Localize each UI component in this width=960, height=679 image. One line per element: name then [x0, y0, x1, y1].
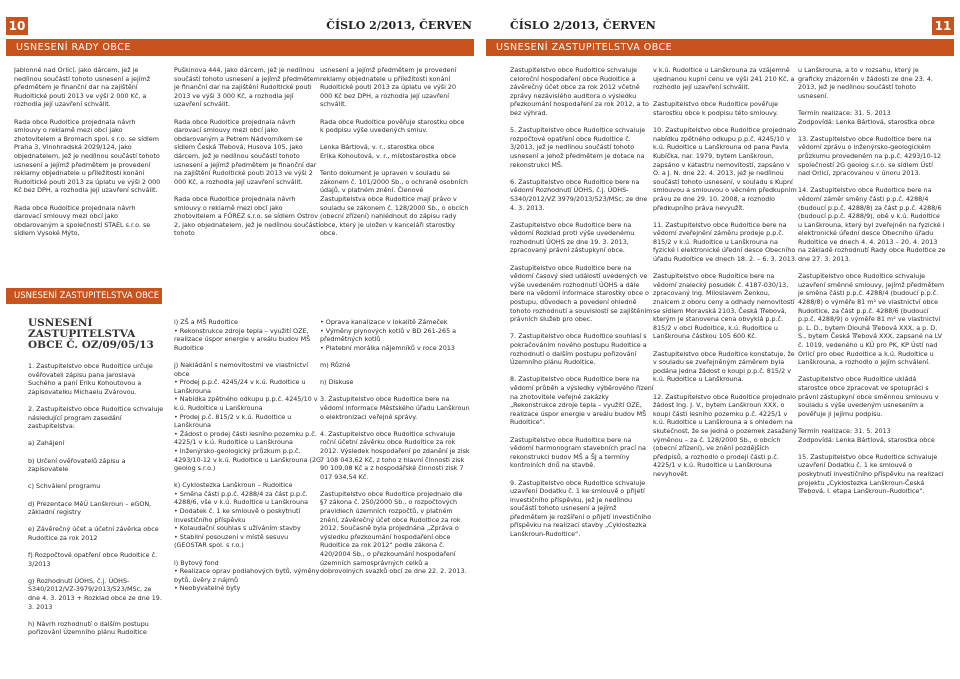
- section-band: USNESENÍ RADY OBCE: [6, 39, 474, 56]
- right-page: [480, 0, 960, 679]
- column-text: usnesení a jejímž předmětem je provedení reklamy objednatele u příležitosti konání Rudoltické pouti 2013 za úplatu ve výši 20 000 Kč bez DPH, a rozhodla její uzavření schválit. Rada obce Rudoltice pověřuje starostku obce k podpisu výše uvedených smluv. Lenka Bártlová, v. r., starostka obce Erika Kohoutová, v. r., místostarostka obce Tento dokument je upraven v souladu se zákonem č. 101/2000 Sb., o ochraně osobních údajů, v platném znění. Členové Zastupitelstva obce Rudoltice mají právo v souladu se zákonem č. 128/2000 Sb., o obcích (obecní zřízení) nahlédnout do zápisu rady obce, který je uložen v kanceláři starostky obce.: [320, 66, 469, 238]
- column-text: Zastupitelstvo obce Rudoltice schvaluje celoroční hospodaření obce Rudoltice a závěrečný účet obce za rok 2012 včetně zprávy nezávislého auditora o výsledku přezkoumání hospodaření za rok 2012, a to bez výhrad. 5. Zastupitelstvo obce Rudoltice schvaluje rozpočtové opatření obce Rudoltice č. 3/2013, jež je nedílnou součástí tohoto usnesení a jehož předmětem je dotace na rekonstrukci MŠ. 6. Zastupitelstvo obce Rudoltice bere na vědomí Rozhodnutí ÚOHS, č.j. ÚOHS-S340/2012/VZ 3979/2013/523/MSc, ze dne 4. 3. 2013. Zastupitelstvo obce Rudoltice bere na vědomí Rozklad proti výše uvedenému rozhodnutí ÚOHS ze dne 19. 3. 2013, zpracovaný právní zástupkyní obce. Zastupitelstvo obce Rudoltice bere na vědomí časový sled událostí uvedených ve výše uvedeném rozhodnutí ÚOHS a dále bere na vědomí informace starostky obce o postupu, důvodech a povedení ohledně tohoto rozhodnutí a souvislostí se zajištěním právních služeb pro obec. 7. Zastupitelstvo obce Rudoltice souhlasí s pokračováním nového postupu Rudoltice a rozhodnutí o dalším postupu pořizování Územního plánu Rudoltice. 8. Zastupitelstvo obce Rudoltice bere na vědomí průběh a výsledky výběrového řízení na zhotovitele veřejné zakázky „Rekonstrukce zdroje tepla – využití OZE, realizace úspor energie v areálu budov MŠ Rudoltice“. Zastupitelstvo obce Rudoltice bere na vědomí harmonogram stavebních prací na rekonstrukci budov MŠ a ŠJ a termíny kontrolních dnů na stavbě. 9. Zastupitelstvo obce Rudoltice schvaluje uzavření Dodatku č. 1 ke smlouvě o přijetí investičního příspěvku, jež je nedílnou součástí tohoto usnesení a jejímž předmětem je rozšíření o přijetí investičního příspěvku na realizaci stavby „Cyklostezka Lanškroun-Rudoltice“.: [510, 66, 654, 539]
- right-header: [480, 17, 960, 35]
- text-column: [320, 318, 470, 673]
- section-band: USNESENÍ ZASTUPITELSTVA OBCE: [486, 39, 954, 56]
- text-column: [798, 66, 946, 671]
- issue-label: ČÍSLO 2/2013, ČERVEN: [326, 19, 472, 32]
- text-column: [14, 66, 162, 286]
- column-text: u Lanškrouna, a to v rozsahu, který je graficky znázorněn v žádosti ze dne 23. 4. 2013, jež je nedílnou součástí tohoto usnesení. Termín realizace: 31. 5. 2013 Zodpovídá: Lenka Bártlová, starostka obce 13. Zastupitelstvo obce Rudoltice bere na vědomí zprávu o inženýrsko-geologickém průzkumu provedeném na p.p.č. 4293/10-12 společností 2G geolog s.r.o. se sídlem Ústí nad Orlicí, zpracovanou v únoru 2013. 14. Zastupitelstvo obce Rudoltice bere na vědomí záměr směny části p.p.č. 4288/4 (budoucí p.p.č. 4288/8) za část p.p.č. 4288/6 (budoucí p.p.č. 4288/9), obě v k.ú. Rudoltice u Lanškrouna, který byl zveřejněn na fyzické i elektronické úřední desce Obecního úřadu Rudoltice ve dnech 4. 4. 2013 – 20. 4. 2013 na základě rozhodnutí Rady obce Rudoltice ze dne 27. 3. 2013. Zastupitelstvo obce Rudoltice schvaluje uzavření směnné smlouvy, jejímž předmětem je směna části p.p.č. 4288/4 (budoucí p.p.č. 4288/8) o výměře 81 m² ve vlastnictví obce Rudoltice, za část p.p.č. 4288/6 (budoucí p.p.č. 4288/9) o výměře 81 m² ve vlastnictví p. L. D., bytem Dlouhá Třebová XXX, a p. D. S., bytem Česká Třebová XXX, zapsané na LV č. 1019, vedeného u KÚ pro PK, KP Ústí nad Orlicí pro obec Rudoltice a k.ú. Rudoltice u Lanškrouna, a rozhodlo o jejím schválení. Zastupitelstvo obce Rudoltice ukládá starostce obce zpracovat ve spolupráci s právní zástupkyní obce směnnou smlouvu v souladu s výše uvedeným usnesením a pověřuje ji jejímu podpisu. Termín realizace: 31. 5. 2013 Zodpovídá: Lenka Bártlová, starostka obce 15. Zastupitelstvo obce Rudoltice schvaluje uzavření Dodatku č. 1 ke smlouvě o poskytnutí investičního příspěvku na realizaci projektu „Cyklostezka Lanškroun-Česká Třebová, I. etapa Lanškroun–Rudoltice“.: [798, 66, 946, 496]
- text-column: [28, 362, 164, 672]
- section-band-secondary: USNESENÍ ZASTUPITELSTVA OBCE: [6, 288, 162, 304]
- column-text: 1. Zastupitelstvo obce Rudoltice určuje ověřovateli zápisu pana Jaroslava Suchého a paní Eriku Kohoutovou a zapisovatelku Michaelu Zvárovou. 2. Zastupitelstvo obce Rudoltice schvaluje následující program zasedání zastupitelstva: a) Zahájení b) Určení ověřovatelů zápisu a zapisovatele c) Schválení programu d) Prezentace MěÚ Lanškroun – eGON, základní registry e) Závěrečný účet a účetní závěrka obce Rudoltice za rok 2012 f) Rozpočtové opatření obce Rudoltice č. 3/2013 g) Rozhodnutí ÚOHS, č.j. ÚOHS-S340/2012/VZ-3979/2013/523/MSc, ze dne 4. 3. 2013 + Rozklad obce ze dne 19. 3. 2013 h) Návrh rozhodnutí o dalším postupu pořizování Územního plánu Rudoltice: [28, 362, 164, 637]
- column-text: i) ZŠ a MŠ Rudoltice • Rekonstrukce zdroje tepla – využití OZE, realizace úspor energie v areálu budov MŠ Rudoltice j) Nakládání s nemovitostmi ve vlastnictví obce • Prodej p.p.č. 4245/24 v k.ú. Rudoltice u Lanškrouna • Nabídka zpětného odkupu p.p.č. 4245/10 v k.ú. Rudoltice u Lanškrouna • Prodej p.č. 815/2 v k.ú. Rudoltice u Lanškrouna • Žádost o prodej části lesního pozemku p.č. 4225/1 v k.ú. Rudoltice u Lanškrouna • Inženýrsko-geologický průzkum p.p.č. 4293/10-12 v k.ú. Rudoltice u Lanškrouna (2G geolog s.r.o.) k) Cyklostezka Lanškroun – Rudoltice • Směna části p.p.č. 4288/4 za část p.p.č. 4288/6, vše v k.ú. Rudoltice u Lanškrouna • Dodatek č. 1 ke smlouvě o poskytnutí investičního příspěvku • Kolaudační souhlas s užíváním stavby • Stabilní posouzení v místě sesuvu (GEOSTAR spol. s r.o.) l) Bytový fond • Realizace oprav podlahových bytů, výměny bytů, úvěry z nájmů • Neobyvatelné byty: [174, 318, 321, 593]
- page-number: 11: [932, 17, 954, 35]
- text-column: [320, 66, 470, 286]
- text-column: [510, 66, 655, 671]
- issue-label: ČÍSLO 2/2013, ČERVEN: [510, 19, 656, 32]
- page-number: 10: [6, 17, 28, 35]
- text-column: [174, 66, 322, 286]
- column-text: v k.ú. Rudoltice u Lanškrouna za vzájemně ujednanou kupní cenu ve výši 241 210 Kč, a rozhodlo její uzavření schválit. Zastupitelstvo obce Rudoltice pověřuje starostku obce k podpisu této smlouvy. 10. Zastupitelstvo obce Rudoltice projednalo nabídku zpětného odkupu p.p.č. 4245/10 v k.ú. Rudoltice u Lanškrouna od pana Pavla Kubíčka, nar. 1979, bytem Lanškroun, zapsáno v katastru nemovitostí, zapsáno v O. a J. N. dne 22. 4. 2013, jež je nedílnou součástí tohoto usnesení, v souladu s Kupní smlouvou a smlouvou o věcném předkupním právu ze dne 29. 10. 2008, a rozhodlo předkupního práva nevyužít. 11. Zastupitelstvo obce Rudoltice bere na vědomí zveřejnění záměru prodeje p.p.č. 815/2 v k.ú. Rudoltice u Lanškrouna na fyzické i elektronické úřední desce Obecního úřadu Rudoltice ve dnech 18. 2. – 6. 3. 2013. Zastupitelstvo obce Rudoltice bere na vědomí znalecký posudek č. 4187-030/13, zpracovaný Ing. Miloslavem Ženkou, znalcem z oboru ceny a odhady nemovitostí se sídlem Moravská 2103, Česká Třebová, kterým je stanovena cena obvyklá p.p.č. 815/2 v obci Rudoltice, k.ú. Rudoltice u Lanškrouna částkou 105 600 Kč. Zastupitelstvo obce Rudoltice konstatuje, že v souladu se zveřejněným záměrem byla podána jedna žádost o koupi p.p.č. 815/2 v k.ú. Rudoltice u Lanškrouna. 12. Zastupitelstvo obce Rudoltice projednalo žádost Ing. J. V., bytem Lanškroun XXX, o koupi části lesního pozemku p.č. 4225/1 v k.ú. Rudoltice u Lanškrouna a s ohledem na skutečnost, že se jedná o pozemek zasažený výměnou – za č. 128/2000 Sb., o obcích (obecní zřízení), ve znění pozdějších předpisů, a rozhodlo o prodeji části p.č. 4225/1 v k.ú. Rudoltice u Lanškrouna nevyhovět.: [653, 66, 797, 478]
- column-text: • Oprava kanalizace v lokalitě Zámeček • Výměny plynových kotlů v BD 261-265 a předmětných kotlů • Platební morálka nájemníků v roce 2013 m) Různé n) Diskuse 3. Zastupitelstvo obce Rudoltice bere na vědomí informace Městského úřadu Lanškroun o elektronizaci veřejné správy. 4. Zastupitelstvo obce Rudoltice schvaluje roční účetní závěrku obce Rudoltice za rok 2012. Výsledek hospodaření po zdanění je zisk 7 108 043,62 Kč, z toho z hlavní činnosti zisk 90 109,08 Kč a z hospodářské činnosti zisk 7 017 934,54 Kč. Zastupitelstvo obce Rudoltice projednalo dle §7 zákona č. 250/2000 Sb., o rozpočtových pravidlech územních rozpočtů, v platném znění, závěrečný účet obce Rudoltice za rok 2012. Současně byla projednána „Zpráva o výsledku přezkoumání hospodaření obce Rudoltice za rok 2012“ podle zákona č. 420/2004 Sb., o přezkoumání hospodaření územních samosprávných celků a dobrovolných svazků obcí ze dne 22. 2. 2013.: [320, 318, 470, 576]
- column-text: Jablonné nad Orlicí, jako dárcem, jež je nedílnou součástí tohoto usnesení a jejímž předmětem je finanční dar na zajištění Rudoltické pouti 2013 ve výši 2 000 Kč, a rozhodla její uzavření schválit. Rada obce Rudoltice projednala návrh smlouvy o reklamě mezi obcí jako zhotovitelem a Bromach spol. s r.o. se sídlem Praha 3, Vinohradská 2029/124, jako objednatelem, jež je nedílnou součástí tohoto usnesení a jejímž předmětem je provedení reklamy objednatele u příležitosti konání Rudoltické pouti 2013 za úplatu ve výši 2 000 Kč bez DPH, a rozhodla její uzavření schválit. Rada obce Rudoltice projednala návrh darovací smlouvy mezi obcí jako obdarovaným a společností STAEL s.r.o. se sídlem Vysoké Mýto,: [14, 66, 161, 238]
- column-text: Puškinova 444, jako dárcem, jež je nedílnou součástí tohoto usnesení a jejímž předmětem je finanční dar na zajištění Rudoltické pouti 2013 ve výši 3 000 Kč, a rozhodla její uzavření schválit. Rada obce Rudoltice projednala návrh darovací smlouvy mezi obcí jako obdarovaným a Petrem Nádvorníkem se sídlem Česká Třebová, Husova 105, jako dárcem, jež je nedílnou součástí tohoto usnesení a jejímž předmětem je finanční dar na zajištění Rudoltické pouti 2013 ve výši 2 000 Kč, a rozhodla její uzavření schválit. Rada obce Rudoltice projednala návrh smlouvy o reklamě mezi obcí jako zhotovitelem a FÓREZ s.r.o. se sídlem Ostrov 2, jako objednatelem, jež je nedílnou součástí tohoto: [174, 66, 321, 238]
- text-column: [174, 318, 322, 673]
- resolution-title: USNESENÍ ZASTUPITELSTVA OBCE Č. OZ/09/05/13: [28, 317, 154, 351]
- text-column: [653, 66, 798, 671]
- left-header: [0, 17, 480, 35]
